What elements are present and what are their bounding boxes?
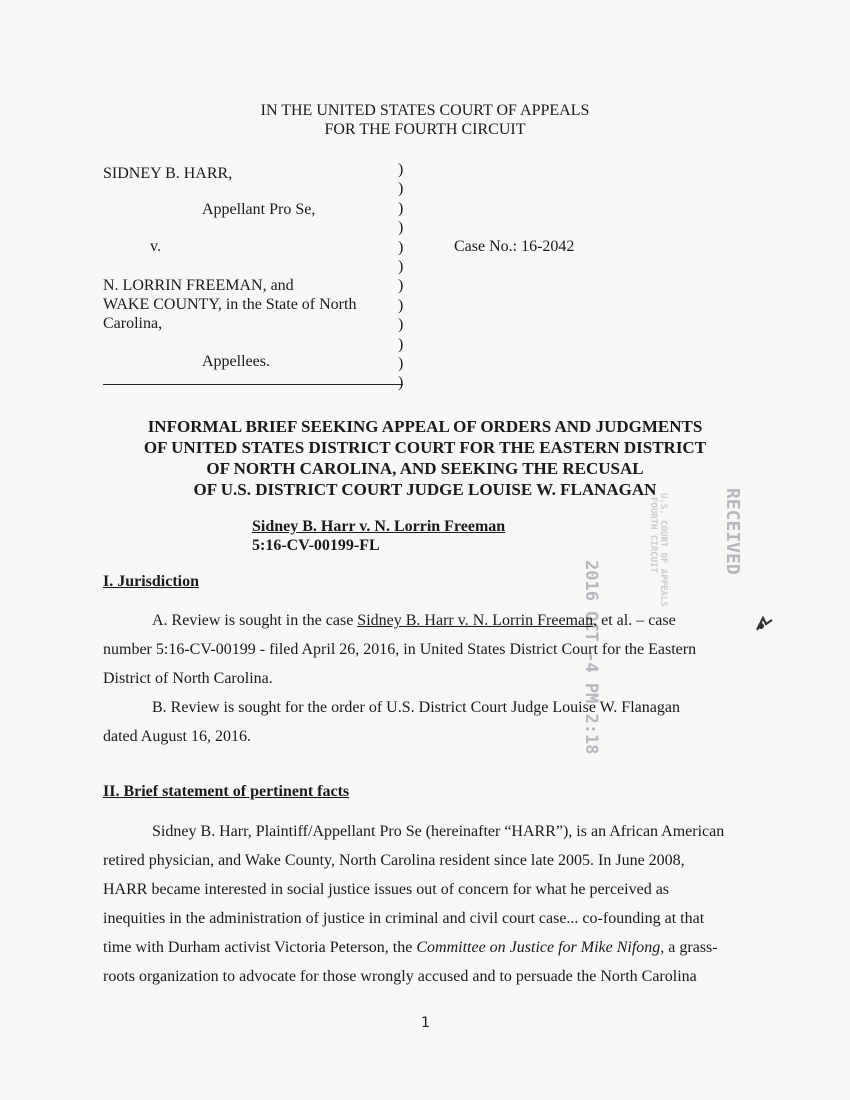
section2-line3: HARR became interested in social justice issues out of concern for what he perceived as [103,881,670,898]
court-name-line2: FOR THE FOURTH CIRCUIT [324,121,526,138]
caption-paren: ) [398,161,404,178]
section1-para-a-line3: District of North Carolina. [103,670,273,687]
caption-paren: ) [398,238,404,256]
appellee-role: Appellees. [202,353,270,370]
para-a-case-name: Sidney B. Harr v. N. Lorrin Freeman [357,612,594,629]
para-a-suffix: , et al. – case [593,612,676,629]
caption-paren: ) [398,335,404,353]
appellee-line2: WAKE COUNTY, in the State of North [103,296,357,313]
court-name-line1: IN THE UNITED STATES COURT OF APPEALS [260,102,590,119]
section1-para-b-line2: dated August 16, 2016. [103,728,251,745]
line5-prefix: time with Durham activist Victoria Peterson, the [103,939,417,956]
received-stamp-circuit: FOURTH CIRCUIT [648,497,658,573]
caption-paren: ) [398,199,404,217]
appellant-name: SIDNEY B. HARR, [103,165,233,182]
section1-para-a-line1 [152,611,676,630]
caption-paren: ) [398,374,404,392]
section2-line1: Sidney B. Harr, Plaintiff/Appellant Pro Se (hereinafter “HARR”), is an African American [152,823,725,840]
section2-line4: inequities in the administration of justice in criminal and civil court case... co-founding at that [103,910,705,927]
para-a-prefix: A. Review is sought in the case [152,612,358,629]
caption-paren: ) [398,180,404,198]
section1-para-a-line2: number 5:16-CV-00199 - filed April 26, 2016, in United States District Court for the Eastern [103,641,697,658]
section2-line5 [103,938,718,957]
brief-title-line1: INFORMAL BRIEF SEEKING APPEAL OF ORDERS AND JUDGMENTS [147,417,703,436]
received-stamp-label: RECEIVED [722,488,743,575]
appellee-line1: N. LORRIN FREEMAN, and [103,277,294,294]
received-stamp-clerk: U.S. COURT OF APPEALS [658,493,668,607]
brief-title-line4: OF U.S. DISTRICT COURT JUDGE LOUISE W. FLANAGAN [193,480,657,499]
received-stamp-date: 2016 OCT -4 PM 2:18 [581,560,601,755]
versus: v. [150,238,161,255]
caption-paren: ) [398,296,404,314]
case-number: Case No.: 16-2042 [454,238,575,255]
caption-paren: ) [398,316,404,334]
case-name: Sidney B. Harr v. N. Lorrin Freeman [252,518,506,535]
appellee-line3: Carolina, [103,315,163,332]
caption-paren: ) [398,355,404,373]
section2-heading: II. Brief statement of pertinent facts [103,783,350,800]
caption-parentheses [398,160,412,393]
section2-line6: roots organization to advocate for those wrongly accused and to persuade the North Carolina [103,968,697,985]
line5-suffix: a grass- [664,939,718,956]
committee-name: Committee on Justice for Mike Nifong, [416,939,665,956]
caption-paren: ) [398,277,404,295]
district-case-number: 5:16-CV-00199-FL [252,537,380,554]
appellant-role: Appellant Pro Se, [202,201,316,218]
section1-heading: I. Jurisdiction [103,573,200,590]
page-number: 1 [421,1015,430,1031]
section1-para-b-line1: B. Review is sought for the order of U.S. District Court Judge Louise W. Flanagan [152,699,680,716]
brief-title-line3: OF NORTH CAROLINA, AND SEEKING THE RECUSAL [206,459,644,478]
caption-rule [103,384,403,385]
brief-title-line2: OF UNITED STATES DISTRICT COURT FOR THE EASTERN DISTRICT [143,438,707,457]
section2-line2: retired physician, and Wake County, North Carolina resident since late 2005. In June 2008, [103,852,685,869]
caption-paren: ) [398,219,404,237]
caption-paren: ) [398,258,404,276]
handwritten-mark-icon [755,616,775,637]
